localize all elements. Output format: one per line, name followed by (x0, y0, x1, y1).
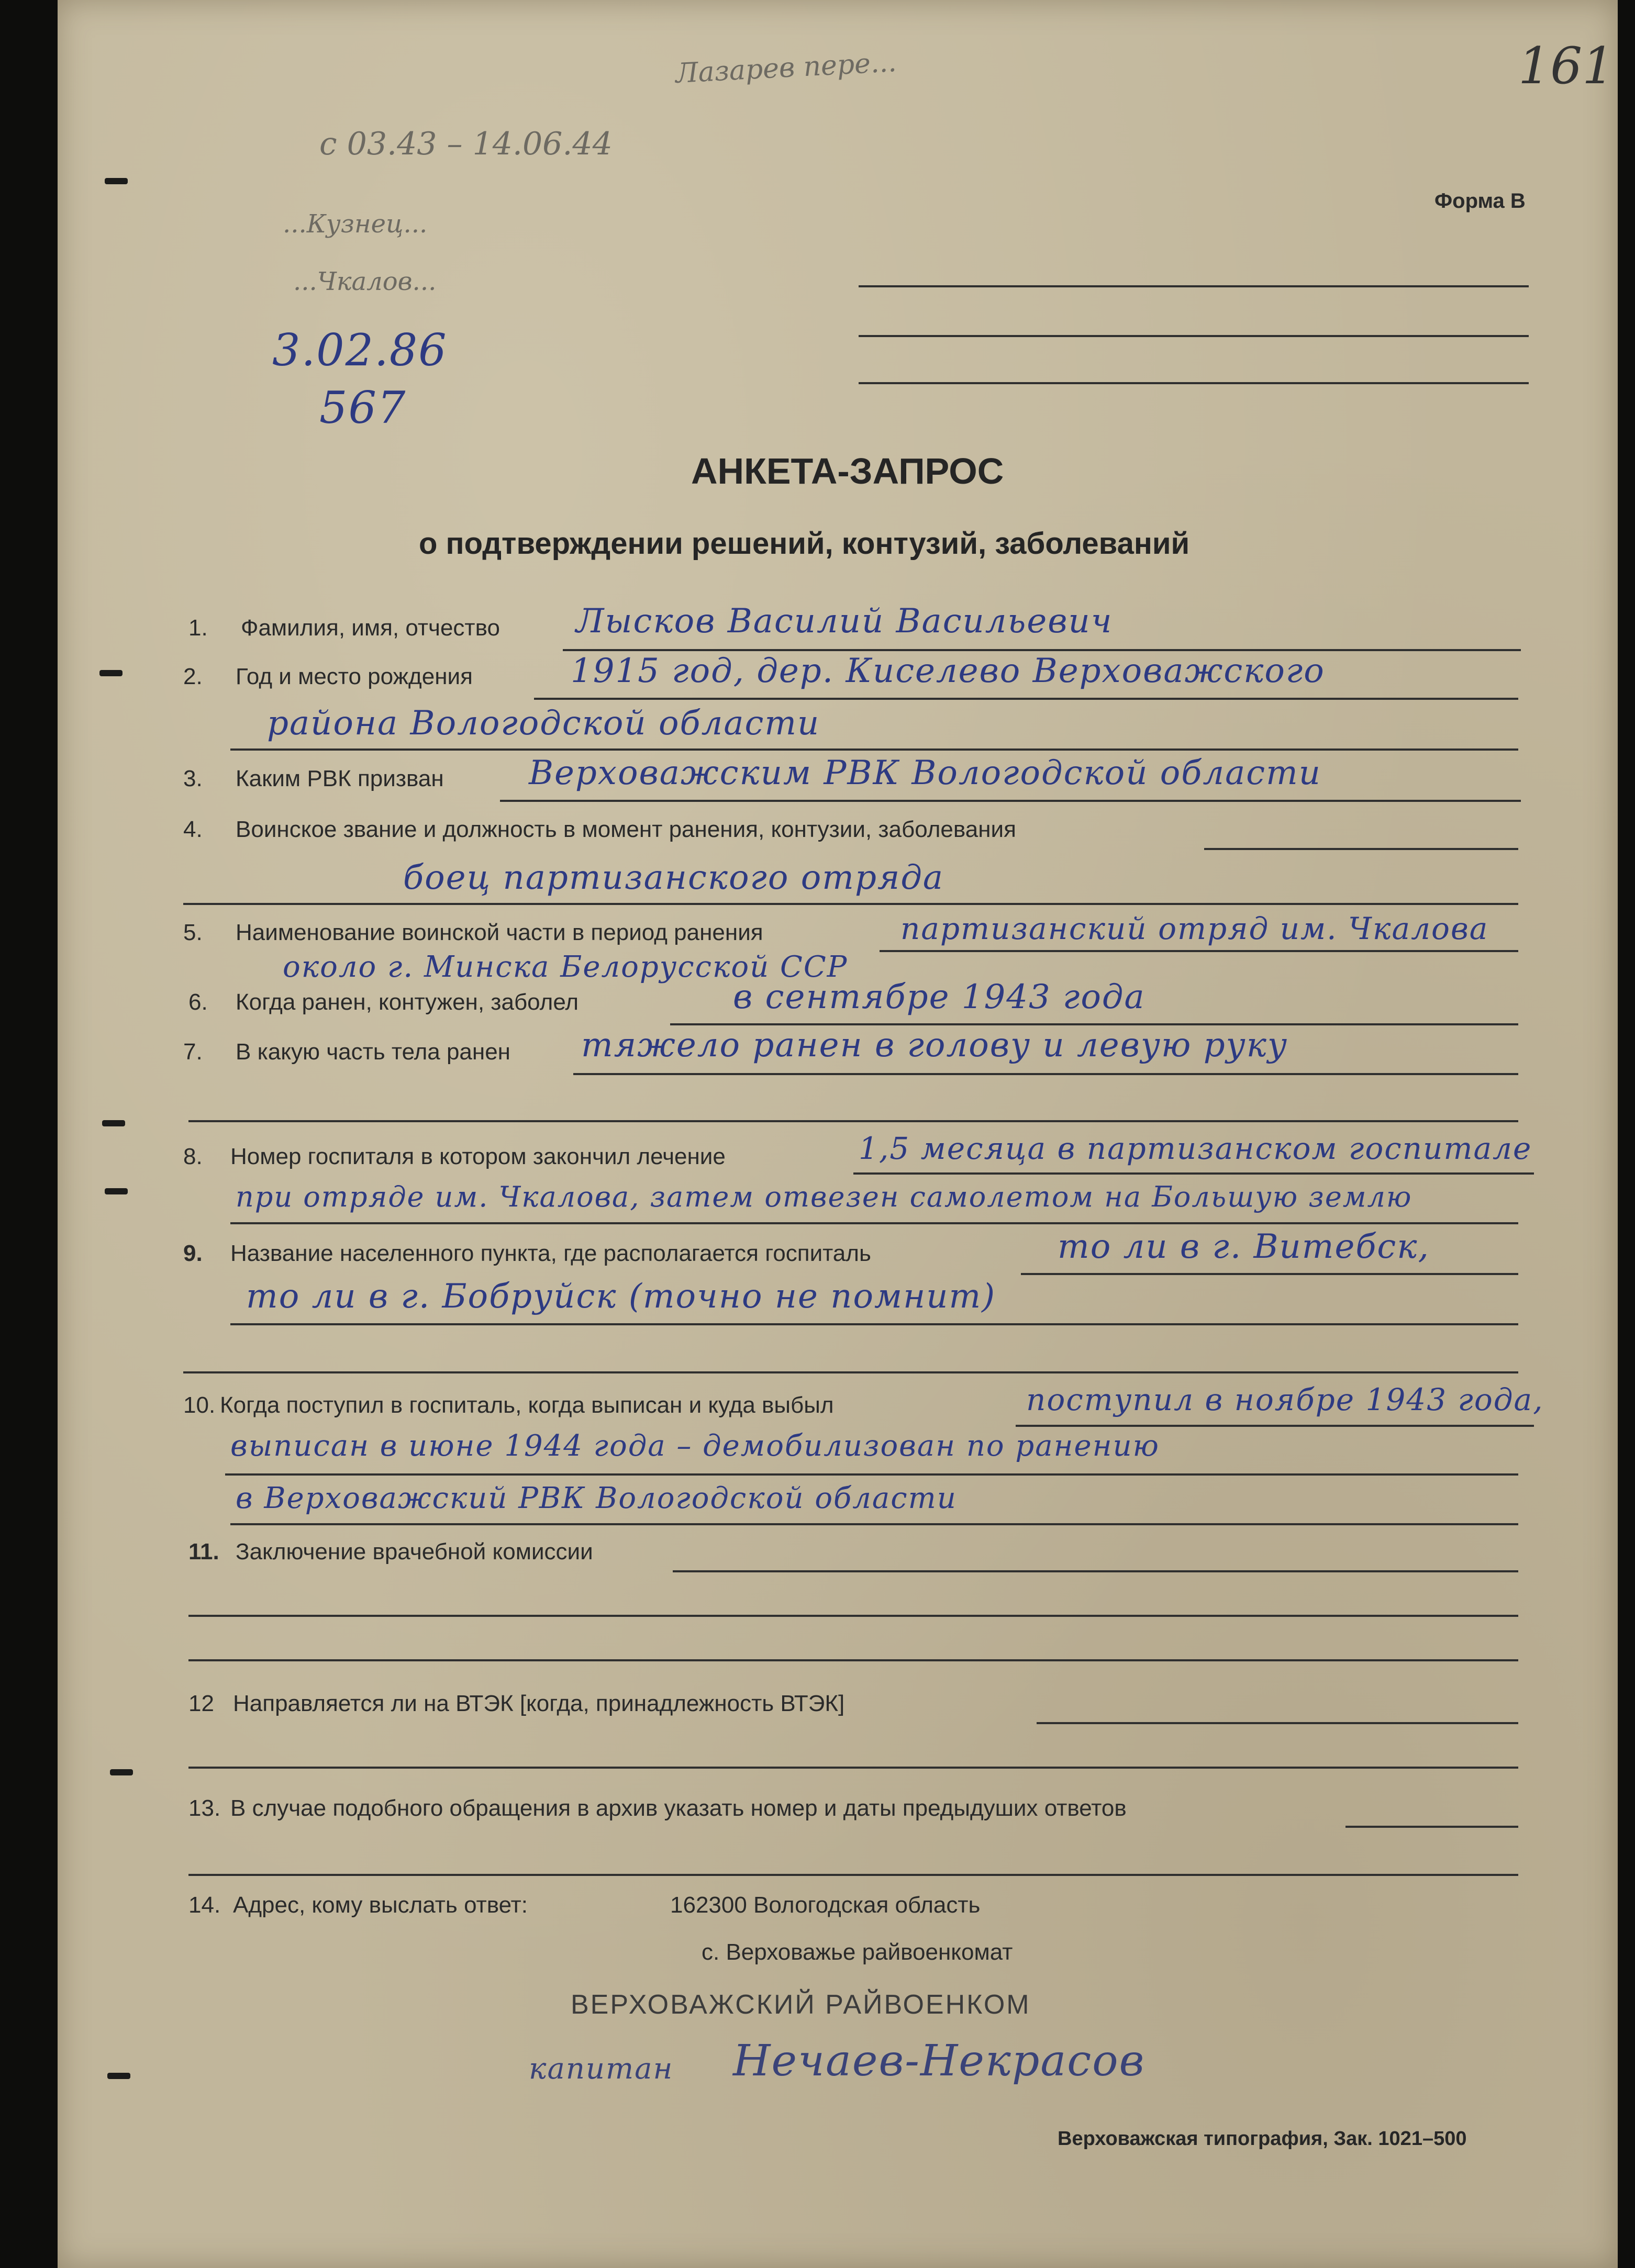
item-number: 4. (183, 817, 203, 842)
binder-mark (107, 2073, 130, 2079)
item-answer: тяжело ранен в голову и левую руку (581, 1026, 1288, 1065)
answer-line (188, 1874, 1518, 1876)
item-number: 12 (188, 1691, 214, 1716)
item-number: 3. (183, 766, 203, 791)
sheet-number: 161 (1518, 37, 1615, 95)
item-number: 5. (183, 920, 203, 945)
answer-line (670, 1023, 1518, 1025)
item-label: Воинское звание и должность в момент ранения, контузии, заболевания (236, 817, 1016, 842)
answer-line (188, 1615, 1518, 1617)
item-answer: в сентябре 1943 года (733, 978, 1145, 1016)
item-label: Заключение врачебной комиссии (236, 1539, 593, 1565)
header-line (859, 335, 1529, 337)
item-answer: при отряде им. Чкалова, затем отвезен самолетом на Большую землю (236, 1180, 1412, 1213)
answer-line (230, 748, 1518, 751)
item-label: Когда ранен, контужен, заболел (236, 989, 579, 1015)
item-label: Каким РВК призван (236, 766, 444, 791)
answer-line (1037, 1722, 1518, 1724)
binder-mark (110, 1769, 133, 1775)
signature: Нечаев-Некрасов (733, 2036, 1145, 2086)
item-number: 8. (183, 1144, 203, 1169)
item-label: Адрес, кому выслать ответ: (233, 1892, 528, 1918)
pencil-note: ...Чкалов... (293, 267, 437, 296)
answer-line (188, 1120, 1518, 1122)
answer-line (880, 950, 1518, 952)
signature-rank: капитан (529, 2052, 674, 2086)
answer-line (853, 1172, 1534, 1175)
answer-line (1345, 1826, 1518, 1828)
header-line (859, 285, 1529, 287)
answer-line (183, 1371, 1518, 1373)
answer-line (225, 1473, 1518, 1476)
answer-line (1021, 1273, 1518, 1275)
item-answer: выписан в июне 1944 года – демобилизован по ранению (230, 1429, 1160, 1463)
item-label: Название населенного пункта, где располагается госпиталь (230, 1241, 871, 1266)
item-number: 7. (183, 1039, 203, 1065)
item-number: 10. (183, 1392, 216, 1418)
pencil-note-top: Лазарев пере... (674, 46, 897, 90)
item-answer: района Вологодской области (267, 704, 820, 743)
item-label: В какую часть тела ранен (236, 1039, 510, 1065)
answer-line (1204, 848, 1518, 850)
item-answer: Лысков Василий Васильевич (576, 602, 1113, 641)
item-answer: Верховажским РВК Вологодской области (529, 754, 1321, 792)
item-answer: партизанский отряд им. Чкалова (900, 911, 1489, 946)
item-number: 9. (183, 1241, 203, 1266)
item-label: Год и место рождения (236, 664, 473, 689)
printer-footer: Верховажская типография, Зак. 1021–500 (1058, 2128, 1467, 2150)
item-number: 2. (183, 664, 203, 689)
answer-line (534, 698, 1518, 700)
answer-line (188, 1659, 1518, 1661)
item-answer: поступил в ноябре 1943 года, (1026, 1382, 1544, 1417)
item-number: 13. (188, 1795, 221, 1821)
address-line: 162300 Вологодская область (670, 1892, 981, 1918)
answer-line (183, 903, 1518, 905)
item-number: 11. (188, 1539, 219, 1565)
answer-line (230, 1222, 1518, 1224)
item-answer: 1915 год, дер. Киселево Верховажского (571, 652, 1325, 690)
item-number: 1. (188, 615, 208, 641)
item-label: Фамилия, имя, отчество (241, 615, 500, 641)
binder-mark (102, 1120, 125, 1126)
binder-mark (105, 178, 128, 184)
answer-line (1016, 1425, 1534, 1427)
item-answer: в Верховажский РВК Вологодской области (236, 1481, 957, 1515)
address-line: с. Верховажье райвоенкомат (702, 1939, 1013, 1965)
answer-line (573, 1073, 1518, 1075)
answer-line (188, 1767, 1518, 1769)
item-label: В случае подобного обращения в архив указать номер и даты предыдуших ответов (230, 1795, 1127, 1821)
ink-number: 567 (319, 382, 407, 433)
item-label: Направляется ли на ВТЭК [когда, принадлежность ВТЭК] (233, 1691, 845, 1716)
header-line (859, 382, 1529, 384)
item-answer: 1,5 месяца в партизанском госпитале (859, 1131, 1532, 1166)
answer-line (563, 649, 1521, 651)
answer-line (230, 1323, 1518, 1325)
ink-date: 3.02.86 (272, 325, 448, 376)
form-title: АНКЕТА-ЗАПРОС (691, 451, 1004, 491)
binder-mark (105, 1188, 128, 1194)
answer-line (230, 1523, 1518, 1525)
pencil-note: ...Кузнец... (283, 209, 428, 239)
item-number: 6. (188, 989, 208, 1015)
item-label: Когда поступил в госпиталь, когда выписан и куда выбыл (220, 1392, 834, 1418)
form-label: Форма В (1434, 189, 1526, 213)
item-answer: то ли в г. Бобруйск (точно не помнит) (246, 1277, 996, 1316)
item-label: Номер госпиталя в котором закончил лечение (230, 1144, 726, 1169)
binder-mark (99, 670, 123, 676)
pencil-dates: с 03.43 – 14.06.44 (319, 126, 613, 162)
item-answer: то ли в г. Витебск, (1058, 1227, 1430, 1266)
office-stamp: ВЕРХОВАЖСКИЙ РАЙВОЕНКОМ (571, 1990, 1031, 2020)
item-number: 14. (188, 1892, 221, 1918)
item-answer: боец партизанского отряда (403, 858, 944, 897)
answer-line (500, 800, 1521, 802)
form-subtitle: о подтверждении решений, контузий, заболеваний (419, 527, 1190, 561)
answer-line (673, 1570, 1518, 1572)
item-answer: около г. Минска Белорусской ССР (283, 950, 848, 984)
item-label: Наименование воинской части в период ранения (236, 920, 763, 945)
